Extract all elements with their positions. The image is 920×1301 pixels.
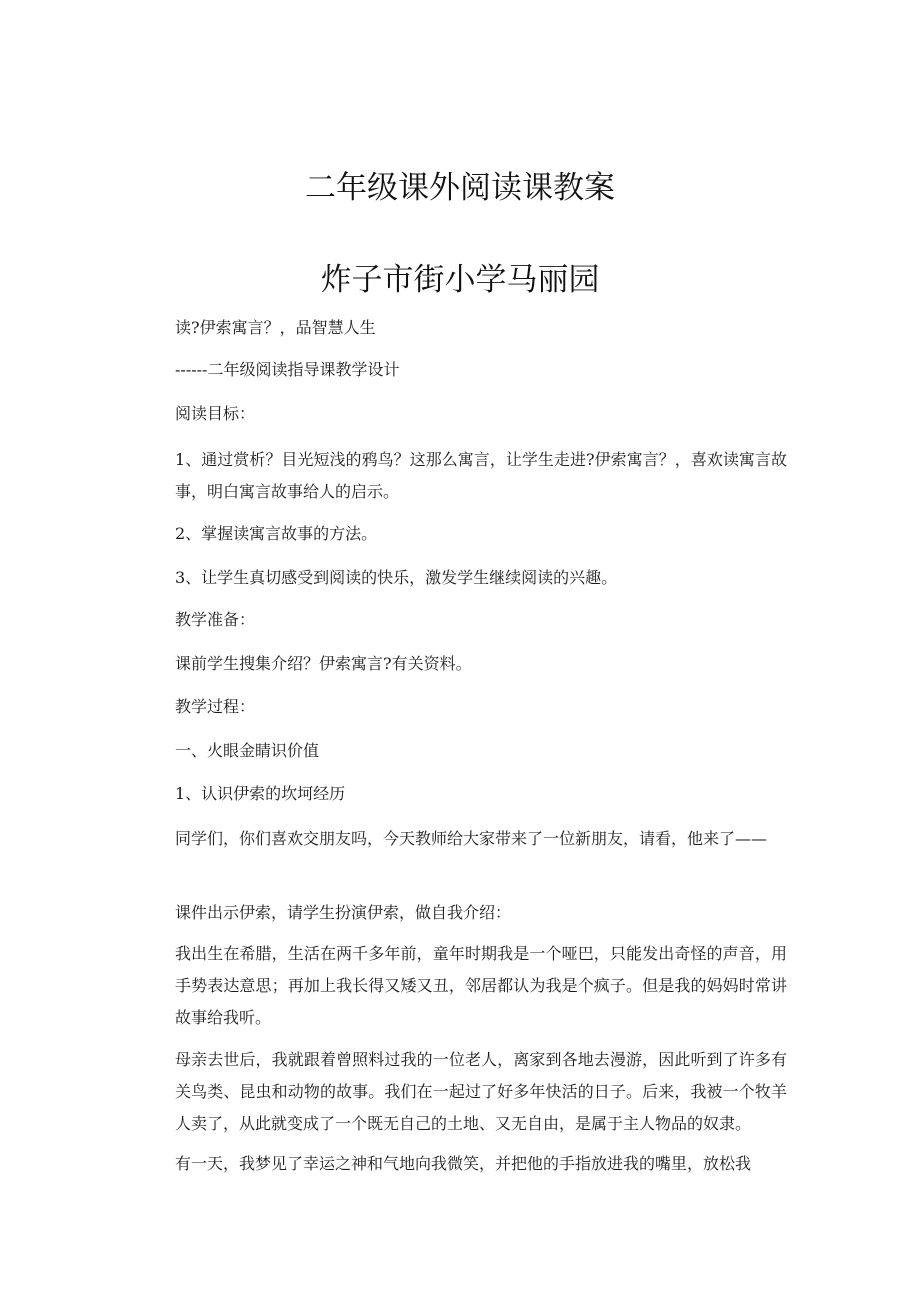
lesson-subheading: ------二年级阅读指导课教学设计 <box>175 360 400 379</box>
paragraph-2-text: 母亲去世后，我就跟着曾照料过我的一位老人，离家到各地去漫游，因此听到了许多有关鸟类、昆虫和动物的故事。我们在一起过了好多年快活的日子。后来，我被一个牧羊人卖了，从此就变成了一个既无自己的土地、又无自由，是属于主人物品的奴隶。 <box>175 1050 787 1133</box>
goal-2: 2、掌握读寓言故事的方法。 <box>175 524 378 543</box>
paragraph-2 <box>141 1044 787 1140</box>
process-label: 教学过程： <box>175 697 256 716</box>
author-line: 炸子市街小学马丽园 <box>320 262 600 298</box>
lesson-heading: 读?伊索寓言？，品智慧人生 <box>175 318 376 337</box>
courseware-line: 课件出示伊索，请学生扮演伊索，做自我介绍： <box>175 903 512 922</box>
intro-text: 同学们，你们喜欢交朋友吗，今天教师给大家带来了一位新朋友，请看，他来了—— <box>175 829 768 848</box>
paragraph-3 <box>141 1148 787 1180</box>
document-title: 二年级课外阅读课教案 <box>305 170 615 206</box>
section-1-heading: 一、火眼金睛识价值 <box>175 741 320 760</box>
paragraph-1 <box>141 938 787 1034</box>
prep-label: 教学准备： <box>175 610 256 629</box>
step-1-heading: 1、认识伊索的坎坷经历 <box>175 784 346 803</box>
intro-paragraph <box>141 823 787 855</box>
goals-label: 阅读目标： <box>175 404 256 423</box>
prep-text: 课前学生搜集介绍？伊索寓言?有关资料。 <box>175 654 472 673</box>
paragraph-3-text: 有一天，我梦见了幸运之神和气地向我微笑，并把他的手指放进我的嘴里，放松我 <box>175 1154 752 1173</box>
goal-1 <box>141 444 787 508</box>
goal-3: 3、让学生真切感受到阅读的快乐，激发学生继续阅读的兴趣。 <box>175 568 618 587</box>
paragraph-1-text: 我出生在希腊，生活在两千多年前，童年时期我是一个哑巴，只能发出奇怪的声音，用手势表达意思；再加上我长得又矮又丑，邻居都认为我是个疯子。但是我的妈妈时常讲故事给我听。 <box>175 944 787 1027</box>
goal-1-text: 1、通过赏析？目光短浅的鸦鸟？这那么寓言，让学生走进?伊索寓言？，喜欢读寓言故事，明白寓言故事给人的启示。 <box>175 450 787 501</box>
